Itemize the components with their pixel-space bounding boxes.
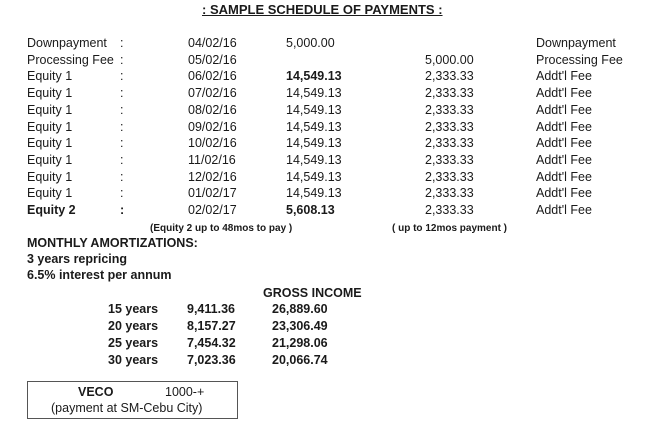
schedule-date: 09/02/16: [188, 120, 237, 134]
schedule-date: 11/02/16: [188, 153, 236, 167]
schedule-label: Equity 1: [27, 69, 73, 83]
equity-note: (Equity 2 up to 48mos to pay ): [150, 223, 293, 234]
schedule-fee: 2,333.33: [425, 203, 474, 217]
schedule-fee: 2,333.33: [425, 170, 474, 184]
schedule-colon: :: [120, 136, 124, 150]
page-title: : SAMPLE SCHEDULE OF PAYMENTS :: [202, 2, 443, 17]
schedule-amount: 14,549.13: [286, 69, 342, 83]
schedule-fee-label: Addt'l Fee: [536, 69, 592, 83]
schedule-date: 12/02/16: [188, 170, 237, 184]
schedule-date: 07/02/16: [188, 86, 237, 100]
schedule-fee-label: Addt'l Fee: [536, 103, 592, 117]
schedule-fee: 5,000.00: [425, 53, 474, 67]
schedule-colon: :: [120, 153, 124, 167]
schedule-date: 10/02/16: [188, 136, 237, 150]
schedule-label: Equity 1: [27, 120, 73, 134]
schedule-colon: :: [120, 103, 124, 117]
schedule-colon: :: [120, 170, 124, 184]
schedule-label: Downpayment: [27, 36, 107, 50]
schedule-label: Equity 2: [27, 203, 76, 217]
schedule-label: Equity 1: [27, 153, 73, 167]
amortization-monthly: 7,023.36: [187, 353, 236, 367]
amortization-gross: 26,889.60: [272, 302, 328, 316]
veco-box: [27, 381, 238, 419]
schedule-fee: 2,333.33: [425, 103, 474, 117]
schedule-colon: :: [120, 36, 124, 50]
schedule-fee-label: Downpayment: [536, 36, 616, 50]
veco-value: 1000-+: [165, 385, 205, 399]
schedule-fee: 2,333.33: [425, 153, 474, 167]
amortization-term: 30 years: [108, 353, 159, 367]
amortization-monthly: 7,454.32: [187, 336, 236, 350]
schedule-fee-label: Addt'l Fee: [536, 120, 592, 134]
schedule-date: 02/02/17: [188, 203, 237, 217]
schedule-amount: 14,549.13: [286, 86, 342, 100]
schedule-amount: 14,549.13: [286, 170, 342, 184]
repricing-text: 3 years repricing: [27, 252, 128, 266]
fee-note: ( up to 12mos payment ): [392, 223, 508, 234]
schedule-amount: 14,549.13: [286, 153, 342, 167]
amortization-gross: 23,306.49: [272, 319, 328, 333]
schedule-colon: :: [120, 120, 124, 134]
schedule-date: 06/02/16: [188, 69, 237, 83]
schedule-fee: 2,333.33: [425, 69, 474, 83]
schedule-amount: 14,549.13: [286, 136, 342, 150]
schedule-label: Equity 1: [27, 136, 73, 150]
schedule-fee-label: Addt'l Fee: [536, 153, 592, 167]
schedule-amount: 14,549.13: [286, 186, 342, 200]
schedule-date: 04/02/16: [188, 36, 237, 50]
schedule-amount: 14,549.13: [286, 103, 342, 117]
schedule-fee: 2,333.33: [425, 86, 474, 100]
amortization-term: 25 years: [108, 336, 159, 350]
schedule-fee: 2,333.33: [425, 120, 474, 134]
schedule-amount: 5,000.00: [286, 36, 335, 50]
gross-income-header: GROSS INCOME: [263, 286, 362, 300]
amortization-heading: MONTHLY AMORTIZATIONS:: [27, 236, 198, 250]
schedule-label: Processing Fee: [27, 53, 114, 67]
schedule-colon: :: [120, 203, 125, 217]
schedule-amount: 14,549.13: [286, 120, 342, 134]
amortization-gross: 20,066.74: [272, 353, 328, 367]
schedule-amount: 5,608.13: [286, 203, 335, 217]
schedule-fee-label: Addt'l Fee: [536, 86, 592, 100]
schedule-fee-label: Processing Fee: [536, 53, 623, 67]
schedule-colon: :: [120, 53, 124, 67]
schedule-label: Equity 1: [27, 103, 73, 117]
schedule-fee: 2,333.33: [425, 186, 474, 200]
amortization-term: 15 years: [108, 302, 159, 316]
schedule-label: Equity 1: [27, 86, 73, 100]
veco-label: VECO: [78, 385, 114, 399]
amortization-monthly: 8,157.27: [187, 319, 236, 333]
schedule-date: 08/02/16: [188, 103, 237, 117]
schedule-date: 01/02/17: [188, 186, 237, 200]
schedule-label: Equity 1: [27, 186, 73, 200]
amortization-gross: 21,298.06: [272, 336, 328, 350]
schedule-colon: :: [120, 69, 124, 83]
schedule-fee: 2,333.33: [425, 136, 474, 150]
veco-note: (payment at SM-Cebu City): [51, 401, 203, 415]
amortization-monthly: 9,411.36: [187, 302, 235, 316]
schedule-fee-label: Addt'l Fee: [536, 136, 592, 150]
schedule-fee-label: Addt'l Fee: [536, 170, 592, 184]
interest-text: 6.5% interest per annum: [27, 268, 172, 282]
schedule-fee-label: Addt'l Fee: [536, 186, 592, 200]
schedule-colon: :: [120, 186, 124, 200]
schedule-fee-label: Addt'l Fee: [536, 203, 592, 217]
amortization-term: 20 years: [108, 319, 159, 333]
schedule-label: Equity 1: [27, 170, 73, 184]
schedule-colon: :: [120, 86, 124, 100]
schedule-date: 05/02/16: [188, 53, 237, 67]
